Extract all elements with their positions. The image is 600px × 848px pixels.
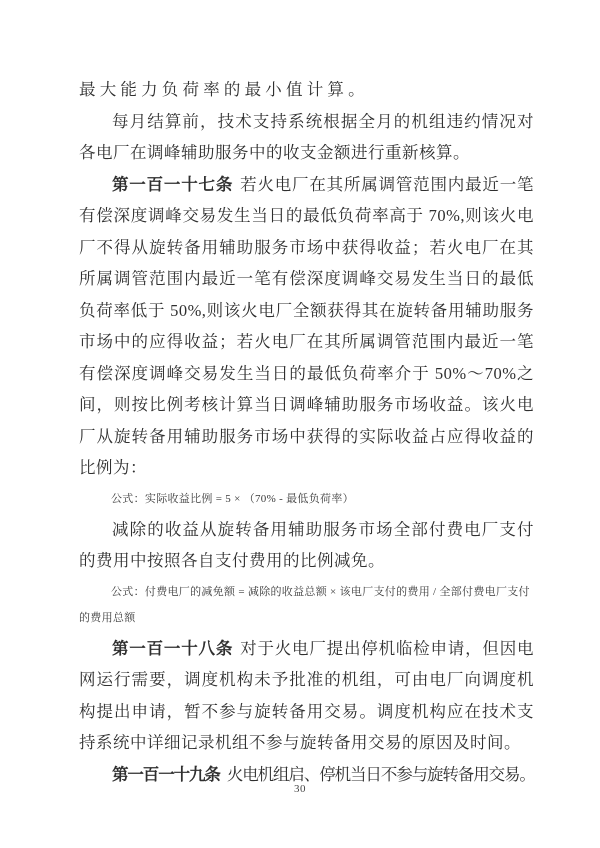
article-118-text: 对于火电厂提出停机临检申请，但因电网运行需要，调度机构未予批准的机组，可由电厂向调度机构提出申请，暂不参与旋转备用交易。调度机构应在技术支持系统中详细记录机组不参与旋转备用交易的原因及时间。 bbox=[79, 638, 535, 752]
paragraph-carryover-line: 最大能力负荷率的最小值计算。 bbox=[79, 80, 369, 99]
paragraph-deduction-allocation: 减除的收益从旋转备用辅助服务市场全部付费电厂支付的费用中按照各自支付费用的比例减免。 bbox=[79, 519, 534, 570]
formula-fee-reduction: 公式：付费电厂的减免额 = 减除的收益总额 × 该电厂支付的费用 / 全部付费电厂支付的费用总额 bbox=[79, 585, 530, 624]
article-117-text: 若火电厂在其所属调管范围内最近一笔有偿深度调峰交易发生当日的最低负荷率高于 70%,则该火电厂不得从旋转备用辅助服务市场中获得收益；若火电厂在其所属调管范围内最近一笔有偿深度调峰交易发生当日的最低负荷率低于 50%,则该火电厂全额获得其在旋转备用辅助服务市场中的应得收益；若火电厂在其所属调管范围内最近一笔有偿深度调峰交易发生当日的最低负荷率介于 50%～70%之间，则按比例考核计算当日调峰辅助服务市场收益。该火电厂从旋转备用辅助服务市场中获得的实际收益占应得收益的比例为： bbox=[79, 174, 535, 477]
formula-actual-revenue-ratio: 公式：实际收益比例 = 5 × （70% - 最低负荷率） bbox=[111, 492, 354, 505]
article-118-number: 第一百一十八条 bbox=[112, 638, 234, 658]
article-117 bbox=[79, 169, 534, 484]
article-119-text: 火电机组启、停机当日不参与旋转备用交易。 bbox=[226, 764, 535, 784]
article-118 bbox=[79, 633, 534, 759]
article-117-number: 第一百一十七条 bbox=[112, 174, 234, 194]
paragraph-monthly-settlement: 每月结算前，技术支持系统根据全月的机组违约情况对各电厂在调峰辅助服务中的收支金额进行重新核算。 bbox=[79, 111, 534, 162]
article-119-number: 第一百一十九条 bbox=[112, 764, 220, 784]
page-content bbox=[79, 74, 534, 790]
page-number: 30 bbox=[294, 783, 306, 795]
